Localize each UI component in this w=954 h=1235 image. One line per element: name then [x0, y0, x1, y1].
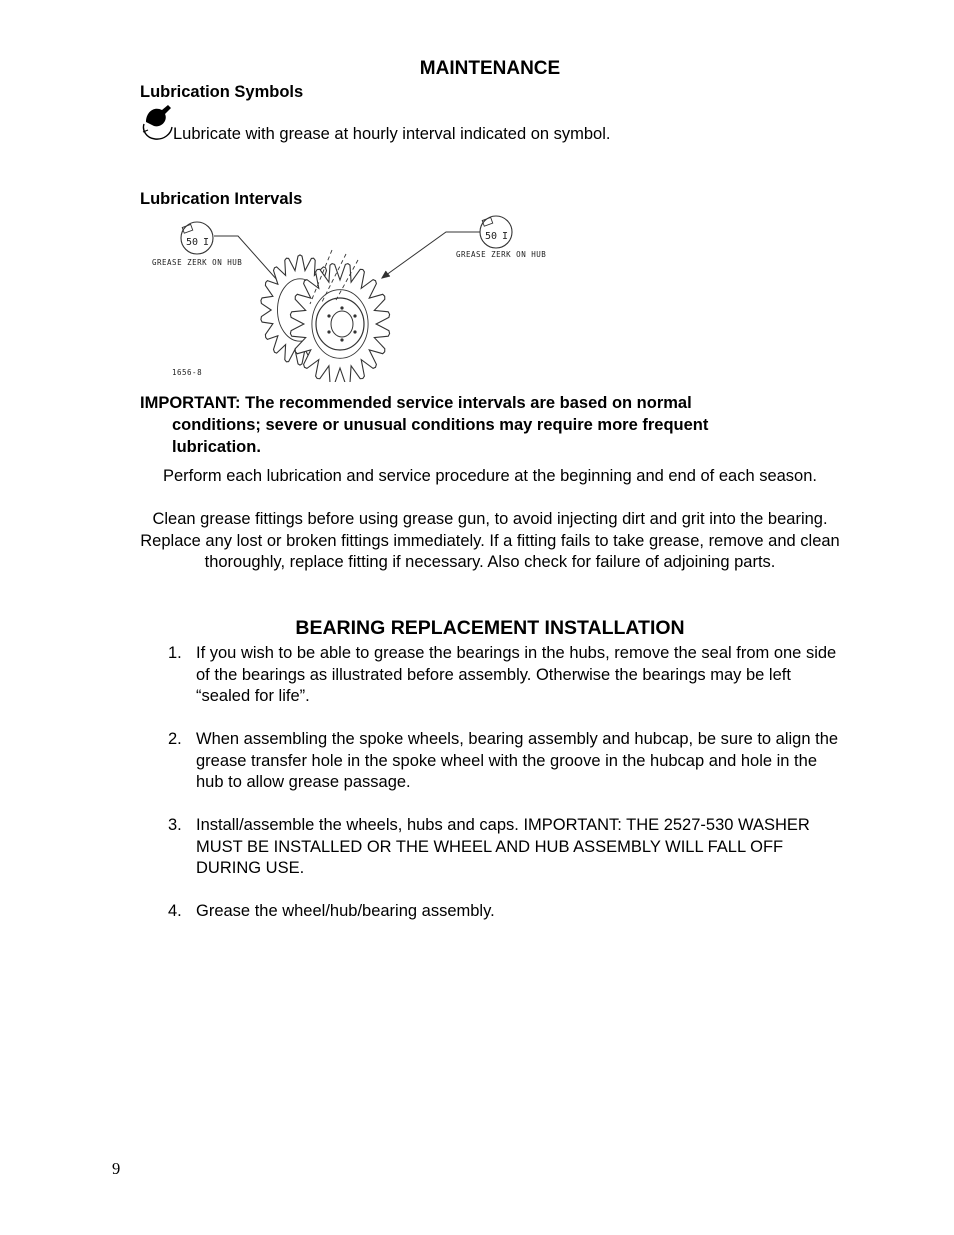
svg-text:I: I — [203, 237, 210, 248]
hub — [316, 298, 364, 350]
page-number: 9 — [112, 1159, 121, 1178]
list-text: Install/assemble the wheels, hubs and caps. IMPORTANT: THE 2527-530 WASHER MUST BE INSTALLED OR THE WHEEL AND HUB ASSEMBLY WILL FALL OFF DURING USE. — [196, 816, 810, 877]
interval-right-value: 50 — [485, 231, 498, 242]
lubrication-intervals-heading: Lubrication Intervals — [140, 190, 303, 208]
bearing-heading: BEARING REPLACEMENT INSTALLATION — [295, 617, 685, 639]
important-note — [140, 392, 800, 458]
lubrication-interval-figure — [150, 212, 550, 382]
list-number: 4. — [168, 902, 182, 920]
grease-gun-icon — [140, 102, 174, 142]
important-line-1: IMPORTANT: The recommended service intervals are based on normal — [140, 394, 692, 412]
figure-id: 1656-8 — [172, 368, 203, 377]
list-item — [168, 643, 848, 708]
list-item — [168, 901, 848, 923]
list-number: 1. — [168, 644, 182, 662]
list-item — [168, 729, 848, 794]
lubrication-symbols-heading: Lubrication Symbols — [140, 83, 304, 101]
interval-left-value: 50 — [186, 237, 199, 248]
list-number: 3. — [168, 816, 182, 834]
grease-zerk-label-right: GREASE ZERK ON HUB — [456, 250, 547, 259]
svg-text:I: I — [502, 231, 509, 242]
lubrication-symbol-description: Lubricate with grease at hourly interval indicated on symbol. — [173, 125, 611, 143]
list-text: If you wish to be able to grease the bearings in the hubs, remove the seal from one side of the bearings as illustrated before assembly. Otherwise the bearings may be left “sealed for life”. — [196, 644, 837, 705]
interval-symbol-right — [480, 216, 512, 248]
list-number: 2. — [168, 730, 182, 748]
service-paragraph: Perform each lubrication and service procedure at the beginning and end of each season. — [162, 467, 817, 485]
important-line-2: conditions; severe or unusual conditions may require more frequent — [172, 416, 709, 434]
list-text: When assembling the spoke wheels, bearing assembly and hubcap, be sure to align the grease transfer hole in the spoke wheel with the groove in the hubcap and hole in the hub to allow grease passage. — [196, 730, 839, 791]
grease-zerk-label-left: GREASE ZERK ON HUB — [152, 258, 243, 267]
interval-symbol-left — [181, 222, 213, 254]
important-line-3: lubrication. — [172, 438, 261, 456]
grease-fitting-paragraph: Clean grease fittings before using grease gun, to avoid injecting dirt and grit into the bearing. Replace any lost or broken fittings immediately. If a fitting fails to take grease, remove and clean thoroughly, replace fitting if necessary. Also check for failure of adjoining parts. — [140, 510, 840, 571]
page-title: MAINTENANCE — [419, 58, 561, 79]
list-text: Grease the wheel/hub/bearing assembly. — [196, 902, 495, 920]
list-item — [168, 815, 848, 880]
